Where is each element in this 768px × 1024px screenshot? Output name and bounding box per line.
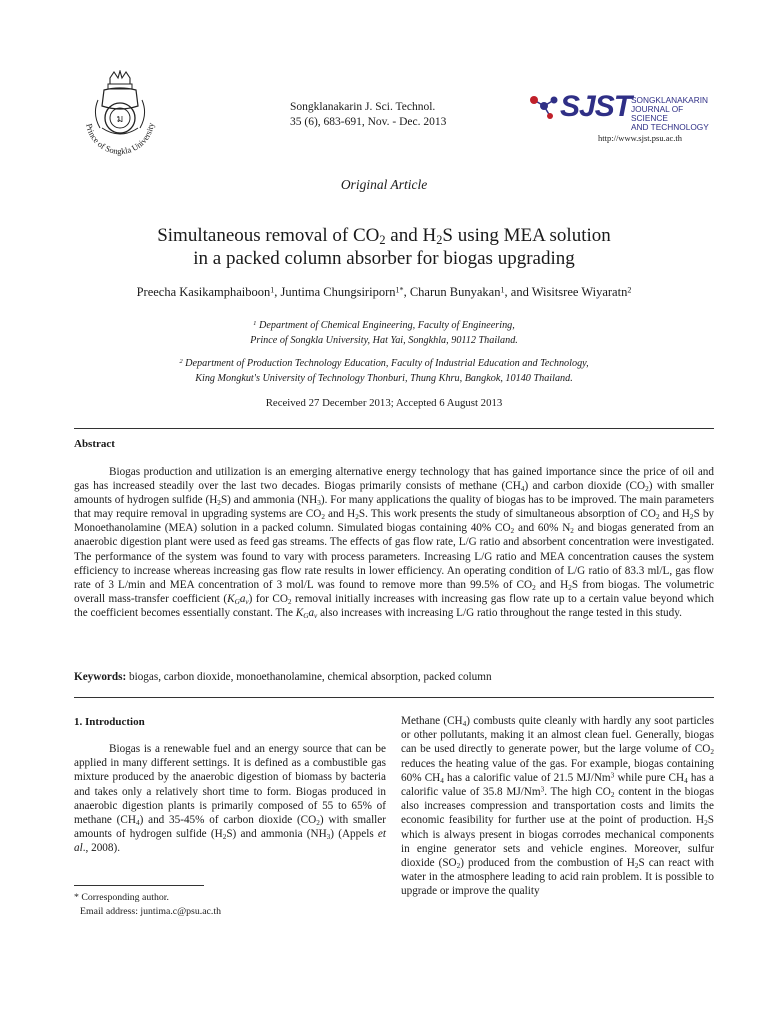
author: Juntima Chungsiriporn xyxy=(280,285,396,299)
molecule-icon xyxy=(528,94,562,120)
abstract-heading: Abstract xyxy=(74,438,115,450)
sjst-full-name: SONGKLANAKARIN JOURNAL OF SCIENCE AND TECHNOLOGY xyxy=(631,95,709,132)
sjst-wordmark: SJST xyxy=(560,90,632,123)
svg-text:Prince of Songkla University xyxy=(84,121,156,156)
journal-reference xyxy=(290,100,446,130)
divider xyxy=(74,697,714,698)
journal-volume: 35 (6), 683-691, Nov. - Dec. 2013 xyxy=(290,116,447,128)
affiliation-2: $^2$ Department of Production Technology Education, Faculty of Industrial Education and Technology, King Mongkut's University of Technology Thonburi, Thung Khru, Bangkok, 10140 Thailand. xyxy=(179,358,589,384)
journal-url-link[interactable]: http://www.sjst.psu.ac.th xyxy=(598,133,682,143)
university-seal-logo xyxy=(74,70,166,178)
section-heading-introduction: 1. Introduction xyxy=(74,716,145,728)
body-text-left-column: Biogas is a renewable fuel and an energy source that can be applied in many different settings. It is defined as a combustible gas mixture produced by the anaerobic digestion of biomass by bacteria and takes only a relatively short time to form. Biogas produced in anaerobic digestion plants is primarily composed of 55 to 65% of methane $(CH_4)$ and 35-45% of carbon dioxide $(CO_2)$ with smaller amounts of hydrogen sulfide $(H_2S)$ and ammonia $(NH_3)$ (Appels et al., 2008). xyxy=(74,743,386,855)
author: Charun Bunyakan xyxy=(409,285,501,299)
keywords: Keywords: biogas, carbon dioxide, monoethanolamine, chemical absorption, packed column xyxy=(74,671,492,683)
svg-text:ม: ม xyxy=(116,114,124,125)
seal-caption: Prince of Songkla University xyxy=(84,122,156,157)
journal-name: Songklanakarin J. Sci. Technol. xyxy=(290,101,436,113)
footnote xyxy=(74,891,221,919)
keywords-label: Keywords: xyxy=(74,671,127,683)
affiliation-1: $^1$ Department of Chemical Engineering, Faculty of Engineering, Prince of Songkla University, Hat Yai, Songkhla, 90112 Thailand. xyxy=(250,320,518,346)
article-type: Original Article xyxy=(340,177,428,192)
footnote-divider xyxy=(74,885,204,886)
author-list: Preecha Kasikamphaiboon$^1$, Juntima Chungsiriporn$^{1*}$, Charun Bunyakan$^1$, and Wisitsree Wiyaratn$^2$ xyxy=(136,285,632,299)
author: Preecha Kasikamphaiboon xyxy=(136,285,271,299)
author: Wisitsree Wiyaratn xyxy=(531,285,628,299)
abstract-text: Biogas production and utilization is an emerging alternative energy technology that has gained importance since the price of oil and gas has increased steadily over the last two decades. Biogas primarily consists of methane $(CH_4)$ and carbon dioxide $(CO_2)$ with smaller amounts of hydrogen sulfide $(H_2S)$ and ammonia $(NH_3)$. For many applications the quality of biogas has to be improved. The main parameters that may require removal in upgrading systems are $CO_2$ and $H_2S$. This work presents the study of simultaneous absorption of $CO_2$ and $H_2S$ by Monoethanolamine (MEA) solution in a packed column. Simulated biogas containing 40% $CO_2$ and 60% $N_2$ and biogas generated from an anaerobic digestion plant were used as feed gas streams. The effects of gas flow rate, L/G ratio and absorbent concentration were investigated. The performance of the system was found to vary with process parameters. Increasing L/G ratio and MEA concentration causes the system efficiency to increase whereas increasing gas flow rate results in lower efficiency. An operating condition of L/G ratio of 83.3 ml/L, gas flow rate of 3 L/min and MEA concentration of 3 mol/L was found to remove more than 99.5% of $CO_2$ and $H_2S$ from biogas. The volumetric overall mass-transfer coefficient $(K_Ga_v)$ for $CO_2$ removal initially increases with increasing gas flow rate up to a certain value beyond which the coefficient becomes essentially constant. The $K_Ga_v$ also increases with increasing L/G ratio throughout the range tested in this study. xyxy=(74,466,715,620)
received-dates: Received 27 December 2013; Accepted 6 August 2013 xyxy=(265,397,503,409)
divider xyxy=(74,428,714,429)
email-address: Email address: juntima.c@psu.ac.th xyxy=(80,906,221,917)
body-text-right-column: Methane $(CH_4)$ combusts quite cleanly with hardly any soot particles or other pollutants, making it an almost clean fuel. Generally, biogas can be used directly to generate power, but the large volume of $CO_2$ reduces the heating value of the gas. For example, biogas containing 60% $CH_4$ has a calorific value of 21.5 MJ/Nm$^3$ while pure $CH_4$ has a calorific value of 35.8 MJ/Nm$^3$. The high $CO_2$ content in the biogas also increases compression and transportation costs and limits the economic feasibility for further use at the point of production. $H_2S$ which is always present in biogas corrodes mechanical components in engine generator sets and vehicle engines. Moreover, sulfur dioxide $(SO_2)$ produced from the combustion of $H_2S$ can react with water in the atmosphere leading to acid rain problem. It is possible to upgrade or improve the quality xyxy=(401,715,714,898)
corresponding-author-note: * Corresponding author. xyxy=(74,892,169,903)
article-title: Simultaneous removal of $CO_2$ and $H_2S$ using MEA solution in a packed column absorber for biogas upgrading xyxy=(157,225,611,269)
